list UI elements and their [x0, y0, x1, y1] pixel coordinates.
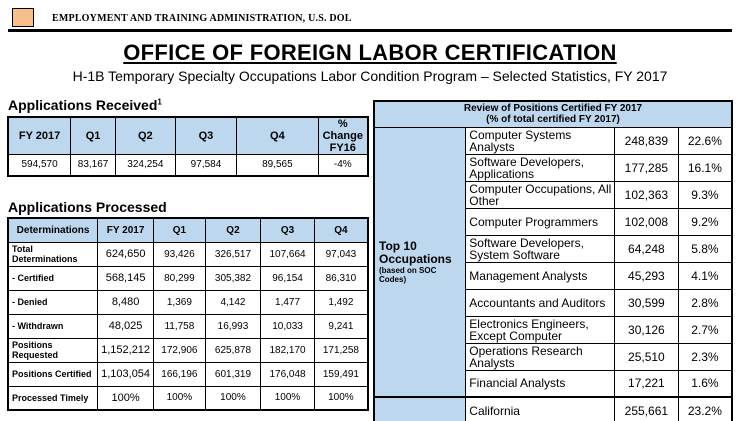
- occupation-percent: 9.3%: [678, 181, 732, 208]
- states-group-label: [374, 397, 466, 421]
- occupation-name: Software Developers, Applications: [466, 154, 615, 181]
- table-cell: 625,878: [205, 338, 261, 362]
- table-cell: 1,492: [314, 290, 368, 314]
- row-label: Positions Requested: [8, 338, 98, 362]
- table-cell: 100%: [314, 386, 368, 410]
- table-row: [8, 314, 368, 338]
- occupation-name: Operations Research Analysts: [466, 343, 615, 370]
- row-label: Processed Timely: [8, 386, 98, 410]
- occupation-count: 177,285: [615, 154, 679, 181]
- row-label: Total Determinations: [8, 242, 98, 266]
- received-footnote: 1: [157, 97, 162, 107]
- occupation-percent: 5.8%: [678, 235, 732, 262]
- occupation-count: 25,510: [615, 343, 679, 370]
- table-cell: 86,310: [314, 266, 368, 290]
- occupation-percent: 2.3%: [678, 343, 732, 370]
- occupation-percent: 9.2%: [678, 208, 732, 235]
- review-header: [374, 101, 732, 127]
- table-row: [374, 397, 732, 421]
- occupation-percent: 16.1%: [678, 154, 732, 181]
- row-label: Positions Certified: [8, 362, 98, 386]
- occupation-percent: 2.7%: [678, 316, 732, 343]
- occupation-percent: 22.6%: [678, 127, 732, 154]
- received-value-row: [8, 155, 368, 176]
- state-percent: 23.2%: [678, 397, 732, 421]
- orange-logo-box: [12, 8, 34, 27]
- received-cell: -4%: [318, 155, 368, 176]
- table-cell: 8,480: [98, 290, 154, 314]
- table-cell: 93,426: [154, 242, 206, 266]
- received-col-header: % Change FY16: [318, 117, 368, 155]
- table-row: [8, 386, 368, 410]
- table-cell: 1,477: [261, 290, 315, 314]
- occupation-count: 248,839: [615, 127, 679, 154]
- review-header-row: [374, 101, 732, 127]
- table-cell: 601,319: [205, 362, 261, 386]
- occupation-name: Computer Occupations, All Other: [466, 181, 615, 208]
- table-row: [8, 338, 368, 362]
- table-row: [8, 266, 368, 290]
- table-cell: 568,145: [98, 266, 154, 290]
- processed-header-row: [8, 218, 368, 242]
- occupation-count: 64,248: [615, 235, 679, 262]
- occupation-count: 102,008: [615, 208, 679, 235]
- received-header-row: [8, 117, 368, 155]
- page-subtitle: H-1B Temporary Specialty Occupations Labor Condition Program – Selected Statistics, FY 2017: [72, 68, 668, 84]
- table-cell: 172,906: [154, 338, 206, 362]
- table-cell: 100%: [261, 386, 315, 410]
- table-cell: 10,033: [261, 314, 315, 338]
- group-label: Top 10 Occupations: [379, 238, 452, 266]
- state-count: 255,661: [615, 397, 679, 421]
- row-label: - Withdrawn: [8, 314, 98, 338]
- received-cell: 97,584: [175, 155, 237, 176]
- processed-col-header: Q1: [154, 218, 206, 242]
- occupation-name: Financial Analysts: [466, 370, 615, 397]
- occupation-name: Electronics Engineers, Except Computer: [466, 316, 615, 343]
- processed-col-header: Q2: [205, 218, 261, 242]
- table-cell: 80,299: [154, 266, 206, 290]
- received-title-text: Applications Received: [8, 97, 158, 113]
- occupation-name: Software Developers, System Software: [466, 235, 615, 262]
- header-bar: [8, 6, 732, 32]
- table-cell: 11,758: [154, 314, 206, 338]
- table-cell: 16,993: [205, 314, 261, 338]
- table-cell: 1,369: [154, 290, 206, 314]
- occupation-name: Computer Systems Analysts: [466, 127, 615, 154]
- processed-col-header: FY 2017: [98, 218, 154, 242]
- table-cell: 171,258: [314, 338, 368, 362]
- processed-title: Applications Processed: [8, 199, 167, 215]
- table-cell: 48,025: [98, 314, 154, 338]
- received-cell: 594,570: [8, 155, 71, 176]
- page-title: OFFICE OF FOREIGN LABOR CERTIFICATION: [123, 40, 617, 65]
- row-label: - Denied: [8, 290, 98, 314]
- applications-processed-table: [7, 217, 369, 411]
- occupation-count: 30,599: [615, 289, 679, 316]
- table-row: [8, 290, 368, 314]
- table-cell: 100%: [98, 386, 154, 410]
- table-cell: 176,048: [261, 362, 315, 386]
- occupation-percent: 1.6%: [678, 370, 732, 397]
- table-cell: 4,142: [205, 290, 261, 314]
- received-title: [8, 97, 162, 113]
- occupation-name: Management Analysts: [466, 262, 615, 289]
- table-cell: 100%: [154, 386, 206, 410]
- table-cell: 182,170: [261, 338, 315, 362]
- occupation-percent: 4.1%: [678, 262, 732, 289]
- group-sub-label: (based on SOC Codes): [379, 265, 437, 284]
- received-cell: 89,565: [237, 155, 318, 176]
- table-cell: 305,382: [205, 266, 261, 290]
- review-positions-table: [373, 100, 733, 421]
- processed-col-header: Q3: [261, 218, 315, 242]
- table-cell: 166,196: [154, 362, 206, 386]
- processed-col-header: Q4: [314, 218, 368, 242]
- occupation-name: Accountants and Auditors: [466, 289, 615, 316]
- received-cell: 324,254: [116, 155, 176, 176]
- occupation-count: 45,293: [615, 262, 679, 289]
- agency-name: EMPLOYMENT AND TRAINING ADMINISTRATION, U.S. DOL: [52, 13, 352, 24]
- occupation-count: 30,126: [615, 316, 679, 343]
- received-col-header: Q2: [116, 117, 176, 155]
- review-header-line1: Review of Positions Certified FY 2017: [463, 103, 643, 115]
- processed-col-header: Determinations: [8, 218, 98, 242]
- table-row: [8, 242, 368, 266]
- occupations-group-label: [374, 127, 466, 397]
- table-cell: 159,491: [314, 362, 368, 386]
- received-col-header: Q3: [175, 117, 237, 155]
- review-header-line2: (% of total certified FY 2017): [486, 114, 620, 126]
- received-cell: 83,167: [71, 155, 116, 176]
- occupation-count: 102,363: [615, 181, 679, 208]
- occupation-name: Computer Programmers: [466, 208, 615, 235]
- received-col-header: Q1: [71, 117, 116, 155]
- row-label: - Certified: [8, 266, 98, 290]
- occupation-count: 17,221: [615, 370, 679, 397]
- table-cell: 326,517: [205, 242, 261, 266]
- received-col-header: Q4: [237, 117, 318, 155]
- table-cell: 107,664: [261, 242, 315, 266]
- table-cell: 100%: [205, 386, 261, 410]
- table-row: [374, 127, 732, 154]
- occupation-percent: 2.8%: [678, 289, 732, 316]
- received-col-header: FY 2017: [8, 117, 71, 155]
- applications-received-table: [7, 116, 369, 177]
- table-cell: 1,152,212: [98, 338, 154, 362]
- table-cell: 1,103,054: [98, 362, 154, 386]
- table-row: [8, 362, 368, 386]
- table-cell: 624,650: [98, 242, 154, 266]
- state-name: California: [466, 397, 615, 421]
- table-cell: 96,154: [261, 266, 315, 290]
- table-cell: 9,241: [314, 314, 368, 338]
- table-cell: 97,043: [314, 242, 368, 266]
